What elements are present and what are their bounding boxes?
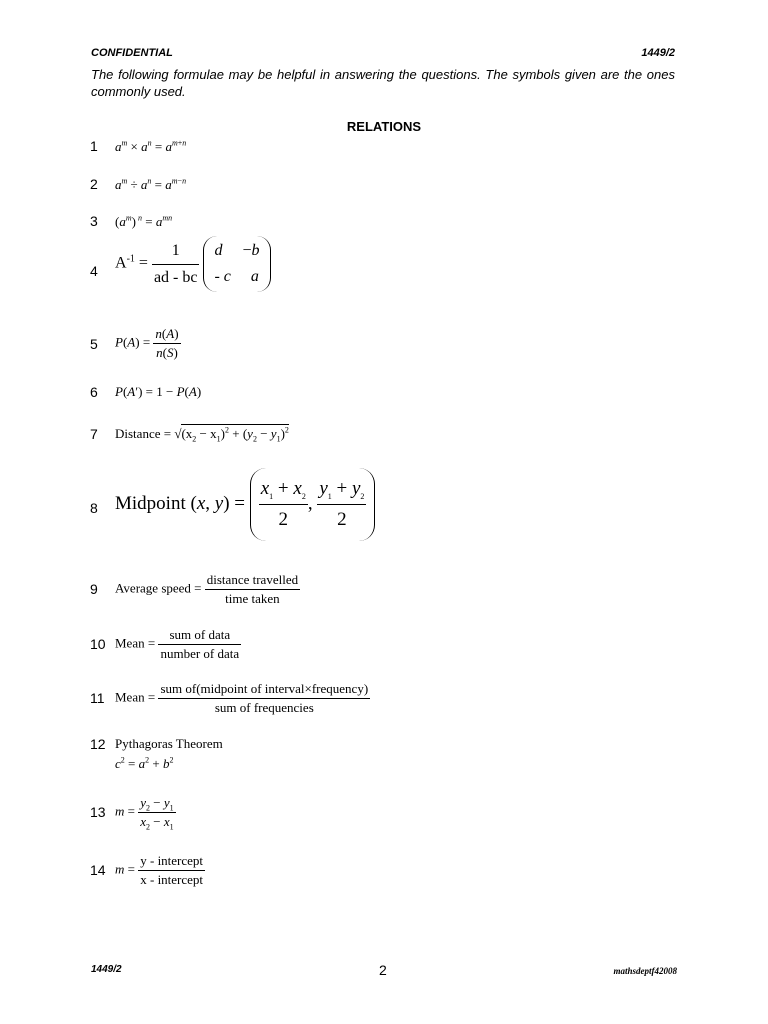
formula-number: 10	[90, 636, 106, 652]
formula-number: 4	[90, 263, 98, 279]
header-paper-code: 1449/2	[641, 47, 675, 59]
average-speed-label: Average speed	[115, 580, 191, 596]
formula-number: 1	[90, 138, 98, 154]
formula-number: 11	[90, 690, 105, 706]
formula-number: 12	[90, 736, 106, 752]
sum-of-frequencies-label: sum of frequencies	[214, 700, 314, 715]
formula-9-average-speed: Average speed = distance travelled time taken	[115, 572, 299, 606]
y-intercept-label: y - intercept	[138, 852, 205, 871]
formula-14-gradient-intercepts: m = y - intercept x - intercept	[115, 853, 204, 887]
formula-number: 5	[90, 336, 98, 352]
formula-number: 7	[90, 426, 98, 442]
formula-number: 14	[90, 862, 106, 878]
formula-3: $(a^m) ^n = a^{mn}$	[115, 213, 173, 229]
mean-label: Mean	[115, 635, 145, 651]
formula-1: $a^m \times a^n = a^{m+n}$	[115, 138, 187, 154]
section-heading: RELATIONS	[346, 119, 422, 134]
sum-midpoint-frequency-label: sum of(midpoint of interval×frequency)	[158, 680, 370, 699]
formula-5-probability: P(A) = $\frac{n(A)}{n(S)}$	[115, 326, 179, 360]
formula-number: 9	[90, 581, 98, 597]
formula-number: 3	[90, 213, 98, 229]
intro-text: The following formulae may be helpful in answering the questions. The symbols given are the ones commonly used.	[91, 67, 675, 99]
formula-12-pythagoras: $c^2 = a^2 + b^2$	[115, 755, 174, 771]
formula-2: $a^m \div a^n = a^{m-n}$	[115, 176, 187, 192]
formula-number: 8	[90, 500, 98, 516]
formula-8-midpoint: Midpoint (x, y) = $\frac{x_1 + x_2}{2}$ , $\frac{y_1 + y_2}{2}$	[115, 468, 375, 541]
midpoint-label: Midpoint	[115, 492, 186, 514]
formula-number: 13	[90, 804, 106, 820]
mean-label: Mean	[115, 689, 145, 705]
number-of-data-label: number of data	[160, 646, 240, 661]
footer-paper-code: 1449/2	[91, 964, 122, 975]
page-number: 2	[379, 962, 387, 978]
sum-of-data-label: sum of data	[158, 626, 241, 645]
distance-label: Distance	[115, 426, 161, 441]
x-intercept-label: x - intercept	[140, 872, 204, 887]
formula-6-complement: P(A′) = 1 − P(A)	[115, 384, 202, 399]
formula-13-gradient: m = $\frac{y_2 - y_1}{x_2 - x_1}$	[115, 795, 174, 832]
distance-travelled-label: distance travelled	[205, 571, 300, 590]
formula-number: 2	[90, 176, 98, 192]
formula-4-inverse-matrix: $A^{-1}$ = $\frac{1}{ad - bc}$ d −b - c a	[115, 236, 271, 292]
footer-department: mathsdeptf42008	[613, 966, 677, 976]
formula-7-distance: Distance = $√(x_2 - x_1)^2 + (y_2 - y_1)^2$	[115, 425, 289, 444]
formula-10-mean: Mean = sum of data number of data	[115, 627, 240, 661]
formula-number: 6	[90, 384, 98, 400]
formula-11-grouped-mean: Mean = sum of(midpoint of interval×frequency) sum of frequencies	[115, 681, 369, 715]
time-taken-label: time taken	[225, 591, 280, 606]
formula-12-pythagoras-title: Pythagoras Theorem	[115, 736, 223, 751]
header-confidential: CONFIDENTIAL	[91, 47, 173, 59]
